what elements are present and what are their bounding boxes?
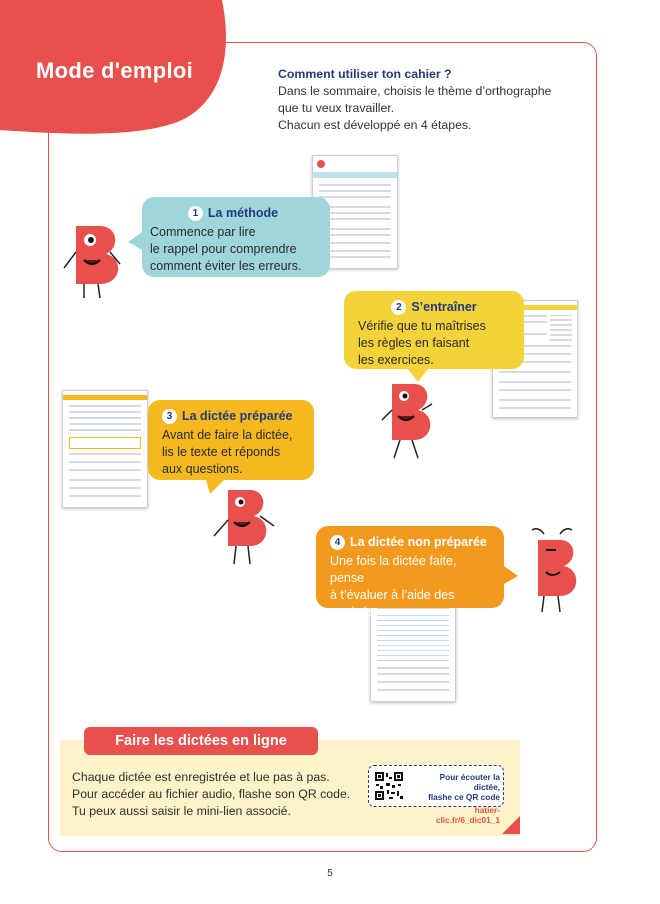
step-number-badge: 3 bbox=[162, 409, 177, 424]
mascot-b-icon bbox=[526, 526, 586, 616]
online-line: Tu peux aussi saisir le mini-lien associé. bbox=[72, 804, 291, 818]
step-3-heading bbox=[162, 408, 300, 425]
step-number-badge: 2 bbox=[391, 300, 406, 315]
mascot-b-icon bbox=[378, 380, 438, 464]
step-1-bubble bbox=[142, 197, 330, 277]
step-4-bubble bbox=[316, 526, 504, 619]
step-line: les règles en faisant bbox=[358, 336, 470, 350]
qr-code-icon[interactable] bbox=[374, 771, 404, 801]
page-number: 5 bbox=[327, 868, 333, 879]
step-line: les exercices. bbox=[358, 353, 434, 367]
step-title: La méthode bbox=[207, 206, 279, 220]
step-line: comment éviter les erreurs. bbox=[150, 259, 302, 273]
step-number-badge: 4 bbox=[330, 535, 345, 550]
step-line: à t’évaluer à l’aide des corrigés. bbox=[330, 588, 455, 619]
step-line: Commence par lire bbox=[150, 225, 256, 239]
mini-link[interactable]: hatier-clic.fr/6_dic01_1 bbox=[435, 805, 500, 825]
qr-instructions bbox=[414, 772, 500, 825]
online-heading: Faire les dictées en ligne bbox=[84, 727, 318, 755]
step-line: lis le texte et réponds bbox=[162, 445, 281, 459]
step-2-bubble bbox=[344, 291, 524, 369]
online-line: Pour accéder au fichier audio, flashe son QR code. bbox=[72, 787, 351, 801]
page-corner-fold-icon bbox=[500, 814, 522, 836]
intro-line: Dans le sommaire, choisis le thème d’orthographe bbox=[278, 84, 552, 98]
step-line: Une fois la dictée faite, pense bbox=[330, 554, 457, 585]
qr-line: Pour écouter la dictée, bbox=[439, 772, 500, 792]
step-1-heading bbox=[150, 205, 316, 222]
step-title: La dictée préparée bbox=[182, 409, 293, 423]
step-4-heading bbox=[330, 534, 490, 551]
online-line: Chaque dictée est enregistrée et lue pas à pas. bbox=[72, 770, 330, 784]
step-line: aux questions. bbox=[162, 462, 243, 476]
step-line: Avant de faire la dictée, bbox=[162, 428, 293, 442]
step-number-badge: 1 bbox=[188, 206, 203, 221]
step-2-heading bbox=[358, 299, 510, 316]
step-line: le rappel pour comprendre bbox=[150, 242, 297, 256]
intro-question: Comment utiliser ton cahier ? bbox=[278, 67, 452, 81]
mascot-b-icon bbox=[212, 486, 278, 568]
step-title: La dictée non préparée bbox=[350, 535, 487, 549]
step-line: Vérifie que tu maîtrises bbox=[358, 319, 486, 333]
bubble-tail-4 bbox=[504, 566, 518, 584]
page-title: Mode d'emploi bbox=[36, 58, 194, 83]
mascot-b-icon bbox=[62, 222, 132, 304]
step-3-bubble bbox=[148, 400, 314, 480]
intro-line: que tu veux travailler. bbox=[278, 101, 395, 115]
intro-line: Chacun est développé en 4 étapes. bbox=[278, 118, 472, 132]
qr-line: flashe ce QR code bbox=[428, 792, 500, 802]
step-title: S’entraîner bbox=[411, 300, 477, 314]
online-description bbox=[72, 769, 350, 820]
